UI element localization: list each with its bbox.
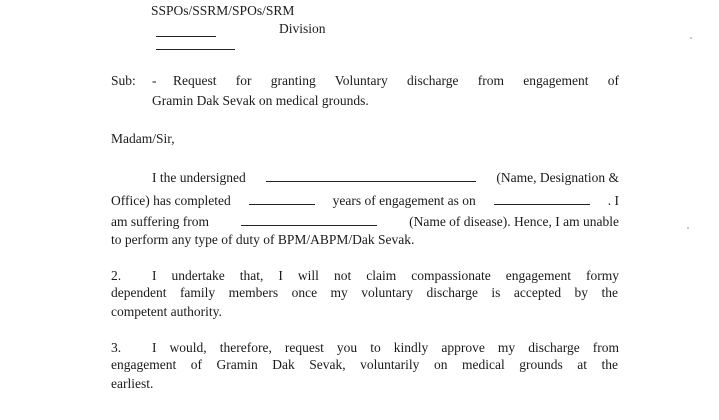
para1-text: years of engagement as on bbox=[332, 193, 476, 208]
para3-line-2: engagement of Gramin Dak Sevak, voluntarily on medical grounds at the bbox=[111, 357, 618, 372]
date-blank bbox=[494, 192, 590, 205]
name-designation-blank bbox=[266, 169, 476, 182]
addressee-offices: SSPOs/SSRM/SPOs/SRM bbox=[151, 3, 295, 18]
subject-dash: - bbox=[152, 73, 157, 88]
para1-text: I the undersigned bbox=[152, 170, 246, 185]
para3-line-1: I would, therefore, request you to kindly approve my discharge from bbox=[152, 340, 619, 355]
para1-text: Office) has completed bbox=[111, 193, 231, 208]
para2-line-2: dependent family members once my voluntary discharge is accepted by the bbox=[111, 285, 618, 300]
para1-line-1 bbox=[152, 169, 619, 186]
para2-line-1: I undertake that, I will not claim compassionate engagement formy bbox=[152, 268, 619, 283]
salutation: Madam/Sir, bbox=[111, 131, 175, 146]
para1-text: (Name, Designation & bbox=[496, 170, 619, 185]
scan-speck bbox=[687, 227, 689, 229]
para1-line-4: to perform any type of duty of BPM/ABPM/Dak Sevak. bbox=[111, 232, 415, 247]
subject-line-1: Request for granting Voluntary discharge from engagement of bbox=[173, 73, 619, 88]
disease-blank bbox=[241, 213, 377, 226]
scan-speck bbox=[690, 37, 692, 39]
para3-number: 3. bbox=[111, 340, 122, 355]
blank-line-office bbox=[156, 36, 216, 37]
subject-line-2: Gramin Dak Sevak on medical grounds. bbox=[152, 93, 369, 108]
para1-text: am suffering from bbox=[111, 214, 209, 229]
para2-number: 2. bbox=[111, 268, 122, 283]
para1-line-3 bbox=[111, 213, 619, 230]
subject-label: Sub: bbox=[111, 73, 136, 88]
para1-line-2 bbox=[111, 192, 619, 209]
para1-text: (Name of disease). Hence, I am unable bbox=[409, 214, 619, 229]
years-blank bbox=[249, 192, 315, 205]
para1-text: . I bbox=[607, 193, 619, 208]
para2-line-3: competent authority. bbox=[111, 304, 222, 319]
blank-line-division bbox=[156, 49, 235, 50]
para3-line-3: earliest. bbox=[111, 376, 154, 391]
division-label: Division bbox=[279, 21, 326, 36]
